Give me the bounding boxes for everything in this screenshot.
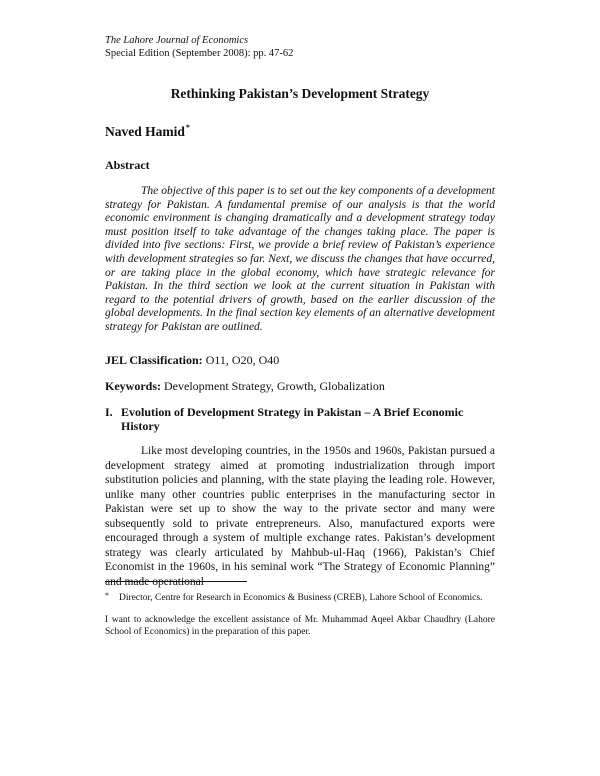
footnote [105, 590, 495, 604]
footnote-mark: * [105, 591, 109, 600]
section-paragraph-text: Like most developing countries, in the 1950s and 1960s, Pakistan pursued a development strategy aimed at promoting industrialization through import substitution policies and planning, with the state playing the leading role. However, unlike many other countries public enterprises in the manufacturing sector in Pakistan were set up to show the way to the private sector and many were subsequently sold to private entrepreneurs. Also, manufactured exports were encouraged through a system of multiple exchange rates. Pakistan’s development strategy was clearly articulated by Mahbub-ul-Haq (1966), Pakistan’s Chief Economist in the 1960s, in his seminal work “The Strategy of Economic Planning” and made operational [105, 445, 495, 588]
abstract-body: The objective of this paper is to set out the key components of a development strategy for Pakistan. A fundamental premise of our analysis is that the world economic environment is changing dramatically and a development strategy today must position itself to take advantage of the changes taking place. The paper is divided into five sections: First, we provide a brief review of Pakistan’s experience with development strategies so far. Next, we discuss the changes that have occurred, or are taking place in the global economy, which have strategic relevance for Pakistan. In the third section we look at the current situation in Pakistan with regard to the potential drivers of growth, based on the earlier discussion of the global developments. In the final section key elements of an alternative development strategy for Pakistan are outlined. [105, 185, 495, 333]
jel-value: O11, O20, O40 [205, 353, 280, 367]
journal-header [105, 34, 293, 60]
jel-label: JEL Classification: [105, 353, 203, 367]
journal-name: The Lahore Journal of Economics [105, 35, 249, 46]
keywords-label: Keywords: [105, 379, 161, 393]
section-heading-line1: Evolution of Development Strategy in Pakistan – A Brief Economic [121, 405, 464, 419]
jel-classification [105, 353, 279, 368]
footnote-divider [105, 581, 247, 582]
abstract-text [105, 185, 495, 335]
journal-edition: Special Edition (September 2008): pp. 47-62 [105, 48, 294, 59]
abstract-heading: Abstract [105, 158, 150, 172]
section-heading [105, 405, 505, 433]
paper-title: Rethinking Pakistan’s Development Strategy [170, 86, 430, 101]
author-line [105, 123, 190, 140]
acknowledgement-footnote: I want to acknowledge the excellent assistance of Mr. Muhammad Aqeel Akbar Chaudhry (Lahore School of Economics) in the preparation of this paper. [105, 615, 495, 637]
author-name: Naved Hamid [105, 124, 185, 139]
section-paragraph [105, 444, 495, 589]
section-number: I. [105, 405, 113, 419]
keywords [105, 379, 385, 394]
section-heading-line2: History [121, 419, 160, 433]
footnote-text: Director, Centre for Research in Economics & Business (CREB), Lahore School of Economics. [119, 593, 483, 603]
keywords-value: Development Strategy, Growth, Globalization [164, 379, 385, 393]
author-footnote-mark: * [185, 123, 190, 132]
